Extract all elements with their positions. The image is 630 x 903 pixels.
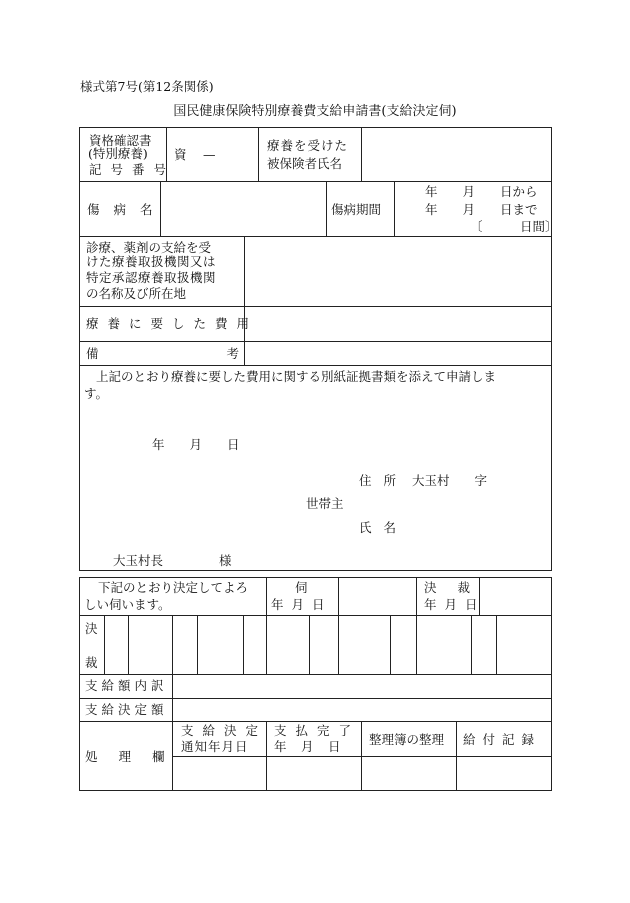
ledger-value[interactable] [362,757,455,790]
insured-name-value[interactable] [362,128,551,180]
address-value: 大玉村 字 [412,473,488,488]
inquiry-text-line2: しい伺います。 [84,597,171,612]
payment-breakdown-label: 支給額内訳 [85,678,168,693]
payment-amount-value[interactable] [173,699,551,720]
cost-value[interactable] [245,307,551,340]
address-label: 住所 [359,473,409,488]
form-number: 様式第7号(第12条関係) [80,79,214,94]
approval-date-value[interactable] [480,578,551,614]
cost-label: 療養に要した費用 [86,316,259,331]
payment-done-value[interactable] [267,757,360,790]
notice-date-value[interactable] [173,757,265,790]
notice-date-header-line2: 通知年月日 [181,739,249,754]
addressee: 大玉村長 [113,553,164,568]
remarks-value[interactable] [245,342,551,364]
disease-label: 傷病名 [87,202,167,217]
inquiry-date-value[interactable] [339,578,415,614]
cert-label-line2: (特別療養) [88,146,148,161]
ledger-header: 整理簿の整理 [369,732,445,747]
facility-label-line1: 診療、薬剤の支給を受 [86,240,212,255]
statement-line2: す。 [84,386,109,401]
period-from: 年 月 日から [425,184,538,199]
payment-done-header-line2: 年 月 日 [274,739,342,754]
addressee-honorific: 様 [219,553,232,568]
approval-date-label-line1: 決裁 [424,580,492,595]
facility-label-line3: 特定承認療養取扱機関 [86,270,217,285]
notice-date-header-line1: 支給決定 [181,723,268,738]
payment-done-header-line1: 支払完了 [274,723,361,738]
cert-label-line1: 資格確認書 [89,133,152,148]
inquiry-date-label-line2: 年月日 [271,597,333,612]
facility-value[interactable] [245,237,551,305]
facility-label-line2: けた療養取扱機関又は [86,254,217,269]
facility-label-line4: の名称及び所在地 [86,286,187,301]
kessai-label-line1: 決 [85,621,98,636]
payment-breakdown-value[interactable] [173,675,551,697]
cert-value: 資 — [174,147,216,162]
period-to: 年 月 日まで [425,202,538,217]
inquiry-date-label-line1: 伺 [295,580,308,595]
kessai-label-line2: 裁 [85,655,98,670]
payment-amount-label: 支給決定額 [85,702,168,717]
name-label: 氏名 [359,520,409,535]
period-label: 傷病期間 [331,202,382,217]
head-of-household-label: 世帯主 [306,496,344,511]
statement-line1: 上記のとおり療養に要した費用に関する別紙証拠書類を添えて申請しま [96,369,497,384]
page-title: 国民健康保険特別療養費支給申請書(支給決定伺) [173,104,457,119]
approval-date-label-line2: 年月日 [424,597,486,612]
insured-label-line2: 被保険者氏名 [267,156,343,171]
payment-record-header: 給付記録 [463,732,542,747]
cert-label-line3: 記号番号 [89,162,176,177]
payment-record-value[interactable] [457,757,551,790]
application-date: 年 月 日 [152,437,240,452]
remarks-label: 備考 [86,346,368,361]
insured-label-line1: 療養を受けた [267,138,349,153]
period-days: 〔 日間〕 [470,219,558,234]
disease-name-value[interactable] [161,182,325,235]
processing-label: 処理欄 [85,749,186,764]
inquiry-text-line1: 下記のとおり決定してよろ [98,580,249,595]
